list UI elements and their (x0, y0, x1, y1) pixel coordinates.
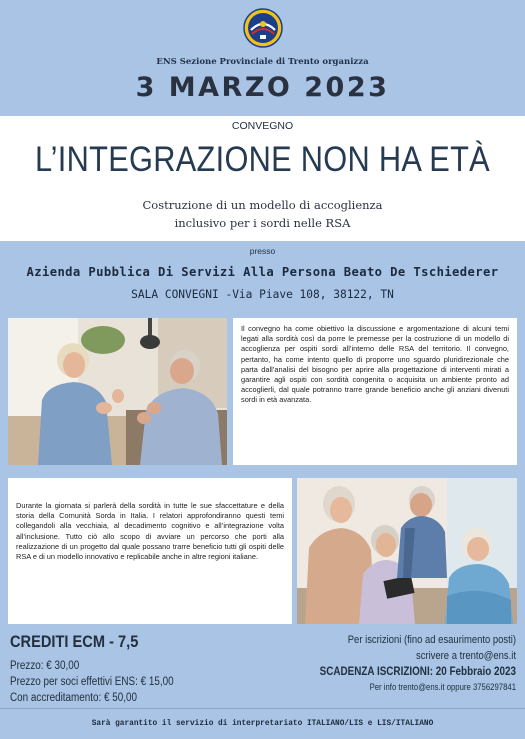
program-text-box (8, 478, 292, 624)
price-accredited: Con accreditamento: € 50,00 (10, 692, 138, 704)
credits-heading: CREDITI ECM - 7,5 (10, 632, 139, 651)
organizer-line: ENS Sezione Provinciale di Trento organizza (156, 57, 369, 67)
ens-logo-icon (243, 8, 283, 48)
credits-block (10, 632, 260, 704)
subtitle-line-1: Costruzione di un modello di accoglienza (142, 198, 383, 212)
registration-email: scrivere a trento@ens.it (415, 650, 516, 662)
interpreting-bar (0, 708, 525, 739)
registration-info: Per info trento@ens.it oppure 3756297841 (369, 682, 516, 692)
price-members: Prezzo per soci effettivi ENS: € 15,00 (10, 676, 174, 688)
event-title: L’INTEGRAZIONE NON HA ETÀ (34, 140, 490, 179)
header-band (0, 0, 525, 116)
venue-address: SALA CONVEGNI -Via Piave 108, 38122, TN (131, 288, 394, 301)
subtitle-line-2: inclusivo per i sordi nelle RSA (174, 216, 351, 230)
program-paragraph: Durante la giornata si parlerà della sordità in tutte le sue sfaccettature e della storia della Comunità Sorda in Italia. I relatori approfondiranno questi temi collegandoli alla vecchiaia, al decadimento cognitivo e all’integrazione volta all’inclusione. Tutto ciò allo scopo di avviare un percorso che porti alla realizzazione di un progetto dal quale possano trarre beneficio tutti gli ospiti delle RSA e di un modello innovativo e replicabile anche in altre regioni italiane. (16, 501, 284, 562)
title-band (0, 116, 525, 241)
venue-presso: presso (249, 246, 276, 256)
interpreting-note: Sarà garantito il servizio di interpretariato ITALIANO/LIS e LIS/ITALIANO (91, 720, 434, 728)
intro-text-box (233, 318, 517, 465)
photo-seniors-signing (8, 318, 227, 465)
venue-band (0, 241, 525, 313)
venue-name: Azienda Pubblica Di Servizi Alla Persona Beato De Tschiederer (26, 265, 499, 279)
registration-deadline: SCADENZA ISCRIZIONI: 20 Febbraio 2023 (319, 666, 516, 678)
photo-seniors-group (297, 478, 517, 624)
intro-paragraph: Il convegno ha come obiettivo la discussione e argomentazione di alcuni temi legati alla sordità così da porre le premesse per la costruzione di un modello di accoglienza per ospiti sordi all’interno delle RSA del territorio. Il convegno, pertanto, ha come intento quello di proporre uno sguardo pluridirezionale che parta dall’analisi del bisogno per aprire alla progettazione di interventi mirati a garantire agli ospiti con sordità congenita o acquisita un ambiente pronto ad accoglierli, dal quale potranno trarre grande beneficio anche gli anziani divenuti sordi in età avanzata. (241, 324, 509, 405)
price-standard: Prezzo: € 30,00 (10, 660, 80, 672)
event-type: CONVEGNO (231, 120, 294, 132)
registration-line-1: Per iscrizioni (fino ad esaurimento posti) (347, 634, 516, 646)
registration-block (272, 634, 516, 692)
event-subtitle (0, 196, 525, 232)
event-date: 3 MARZO 2023 (135, 72, 390, 103)
photo-seniors-signing-image (8, 318, 227, 465)
photo-seniors-group-image (297, 478, 517, 624)
